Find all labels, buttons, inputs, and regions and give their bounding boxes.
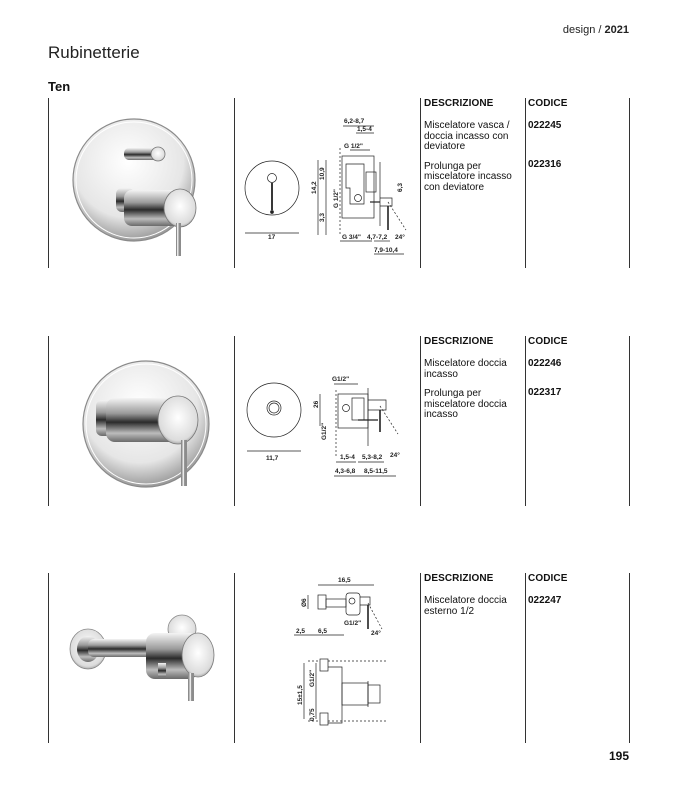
code-column [528,573,628,607]
dim-angle: 24° [390,452,400,459]
dim-g-side: G1/2" [309,669,316,687]
dim-top: 16,5 [338,577,351,584]
dim-g-bottom: G1/2" [344,620,362,627]
dim-angle: 24° [395,234,405,241]
dim-d2: 6,5 [318,628,328,635]
product-row-2 [48,336,632,506]
description-column [424,573,524,617]
divider [629,98,630,268]
divider [234,573,235,743]
description-column [424,98,524,193]
code-column [528,336,628,398]
dim-d1: 2,5 [296,628,306,635]
dim-width: 11,7 [266,455,279,462]
code-header: CODICE [528,98,568,109]
code-header: CODICE [528,573,568,584]
technical-drawing-2 [238,336,418,506]
code-column [528,98,628,170]
dim-d2: 5,3-8,2 [362,454,383,461]
divider [420,98,421,268]
dim-range: 15±1,5 [297,685,304,705]
dim-h2: 10,9 [319,167,326,180]
technical-drawing-3 [238,573,418,743]
page-number: 195 [608,749,629,763]
divider [420,573,421,743]
divider [234,336,235,506]
description-header: DESCRIZIONE [424,98,494,109]
product-code: 022245 [528,120,562,131]
product-code: 022247 [528,595,562,606]
dim-g-half-side: G 1/2" [333,189,340,208]
description-item: Prolunga per miscelatore incasso con deviatore [424,160,512,193]
dim-g-side: G1/2" [321,422,328,440]
header-design-label: design / 2021 [562,24,629,36]
dim-top1: 6,2-8,7 [344,118,365,125]
description-item: Miscelatore doccia esterno 1/2 [424,595,507,617]
description-header: DESCRIZIONE [424,336,494,347]
divider [48,573,49,743]
technical-drawing-1 [238,98,418,268]
dim-d1: 1,5-4 [340,454,355,461]
product-row-3 [48,573,632,743]
dim-depth1: 4,7-7,2 [367,234,388,241]
dim-h1: 14,2 [311,181,318,194]
product-code: 022316 [528,158,562,170]
product-row-1 [48,98,632,268]
description-item: Miscelatore doccia incasso [424,358,507,380]
dim-d3: 4,3-6,8 [335,468,356,475]
divider [525,336,526,506]
page-title: Rubinetterie [48,43,140,62]
dim-left-low: 3,3 [319,212,326,222]
dim-g-half-top: G 1/2" [344,143,363,150]
dim-g-34: G 3/4" [342,234,361,241]
divider [525,573,526,743]
dim-height: 26 [313,400,320,408]
divider [525,98,526,268]
dim-top2: 1,5-4 [357,126,372,133]
dim-angle: 24° [371,630,381,637]
description-item: Prolunga per miscelatore doccia incasso [424,388,507,420]
description-header: DESCRIZIONE [424,573,494,584]
product-photo-shower-mixer-builtin [54,336,234,506]
dim-g-top: G1/2" [332,376,350,383]
description-item: Miscelatore vasca / doccia incasso con deviatore [424,120,510,152]
dim-right: 6,3 [397,182,404,192]
product-code: 022246 [528,358,562,369]
divider [629,336,630,506]
divider [629,573,630,743]
dim-width: 17 [268,234,276,241]
product-photo-exposed-shower-mixer [54,573,234,743]
series-title: Ten [48,79,71,94]
description-column [424,336,524,421]
divider [234,98,235,268]
code-header: CODICE [528,336,568,347]
product-photo-bath-shower-mixer [54,98,234,268]
dim-d4: 8,5-11,5 [364,468,388,475]
product-code: 022317 [528,386,562,398]
divider [48,98,49,268]
divider [48,336,49,506]
dim-diameter: Ø6 [301,598,308,607]
dim-depth2: 7,9-10,4 [374,247,398,254]
dim-low: 0,75 [309,708,316,721]
divider [420,336,421,506]
